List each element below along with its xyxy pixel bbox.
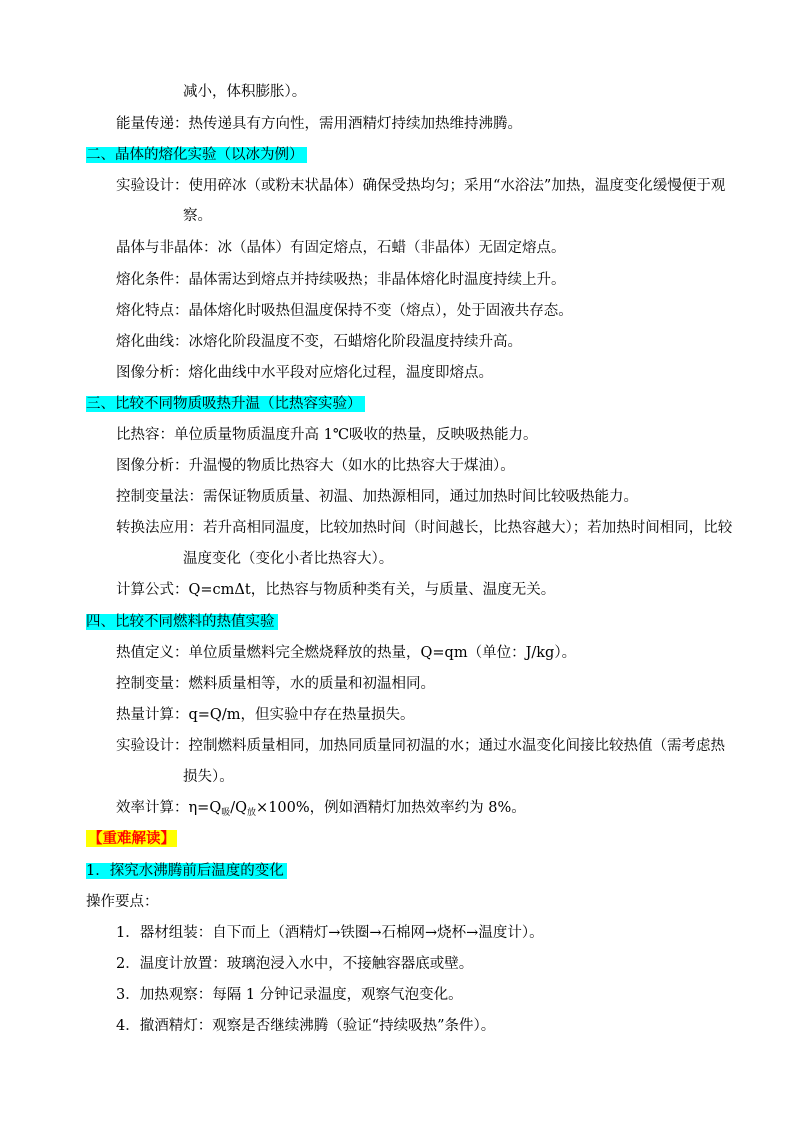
heading-highlight: 三、比较不同物质吸热升温（比热容实验） (86, 396, 365, 412)
list-item: 2．温度计放置：玻璃泡浸入水中，不接触容器底或壁。 (116, 956, 474, 972)
text-line: 热量计算：q=Q/m，但实验中存在热量损失。 (116, 707, 415, 723)
text-line: 温度变化（变化小者比热容大）。 (183, 551, 394, 567)
text-line: 熔化曲线：冰熔化阶段温度不变，石蜡熔化阶段温度持续升高。 (116, 334, 522, 350)
text-line: 转换法应用：若升高相同温度，比较加热时间（时间越长，比热容越大）；若加热时间相同，比较 (116, 520, 733, 536)
heading-highlight: 1．探究水沸腾前后温度的变化 (86, 863, 287, 879)
text-line: 晶体与非晶体：冰（晶体）有固定熔点，石蜡（非晶体）无固定熔点。 (116, 240, 566, 256)
text-line: 能量传递：热传递具有方向性，需用酒精灯持续加热维持沸腾。 (116, 116, 522, 132)
text-line: 熔化条件：晶体需达到熔点并持续吸热；非晶体熔化时温度持续上升。 (116, 272, 566, 288)
text-line: 察。 (183, 208, 212, 224)
key-points-tag (86, 829, 177, 849)
text-line: 控制变量：燃料质量相等，水的质量和初温相同。 (116, 676, 435, 692)
list-item: 3．加热观察：每隔 1 分钟记录温度，观察气泡变化。 (116, 987, 463, 1003)
text-line: 图像分析：熔化曲线中水平段对应熔化过程，温度即熔点。 (116, 365, 493, 381)
text-line: 图像分析：升温慢的物质比热容大（如水的比热容大于煤油）。 (116, 458, 515, 474)
section-heading (86, 394, 365, 414)
tag-highlight: 【重难解读】 (88, 830, 175, 847)
list-item: 1．器材组装：自下而上（酒精灯→铁圈→石棉网→烧杯→温度计）。 (116, 925, 544, 941)
text-line: 控制变量法：需保证物质质量、初温、加热源相同，通过加热时间比较吸热能力。 (116, 489, 638, 505)
heading-highlight: 四、比较不同燃料的热值实验 (86, 614, 278, 630)
text-line: 实验设计：控制燃料质量相同，加热同质量同初温的水；通过水温变化间接比较热值（需考虑热 (116, 738, 725, 754)
subscript-absorb: 吸 (221, 808, 231, 818)
text-line: 减小，体积膨胀）。 (183, 84, 307, 100)
text-line: 实验设计：使用碎冰（或粉末状晶体）确保受热均匀；采用“水浴法”加热，温度变化缓慢便于观 (116, 178, 726, 194)
text-line: 熔化特点：晶体熔化时吸热但温度保持不变（熔点），处于固液共存态。 (116, 303, 573, 319)
heading-highlight: 二、晶体的熔化实验（以冰为例） (86, 147, 307, 163)
text-line: 损失）。 (183, 769, 234, 785)
section-heading (86, 861, 287, 881)
list-item: 4．撤酒精灯：观察是否继续沸腾（验证“持续吸热”条件）。 (116, 1018, 496, 1034)
section-heading (86, 612, 278, 632)
text-line: 计算公式：Q=cmΔt，比热容与物质种类有关，与质量、温度无关。 (116, 582, 556, 598)
text-line: 比热容：单位质量物质温度升高 1℃吸收的热量，反映吸热能力。 (116, 427, 538, 443)
section-heading (86, 145, 307, 165)
text-line: 操作要点： (86, 894, 159, 910)
efficiency-formula-line: 效率计算：$\eta=Q_吸/Q_放\times 100\%$，例如酒精灯加热效率约为 8%。 (116, 800, 526, 818)
text-line: 热值定义：单位质量燃料完全燃烧释放的热量，Q=qm（单位：J/kg）。 (116, 645, 577, 661)
subscript-release: 放 (247, 808, 257, 818)
